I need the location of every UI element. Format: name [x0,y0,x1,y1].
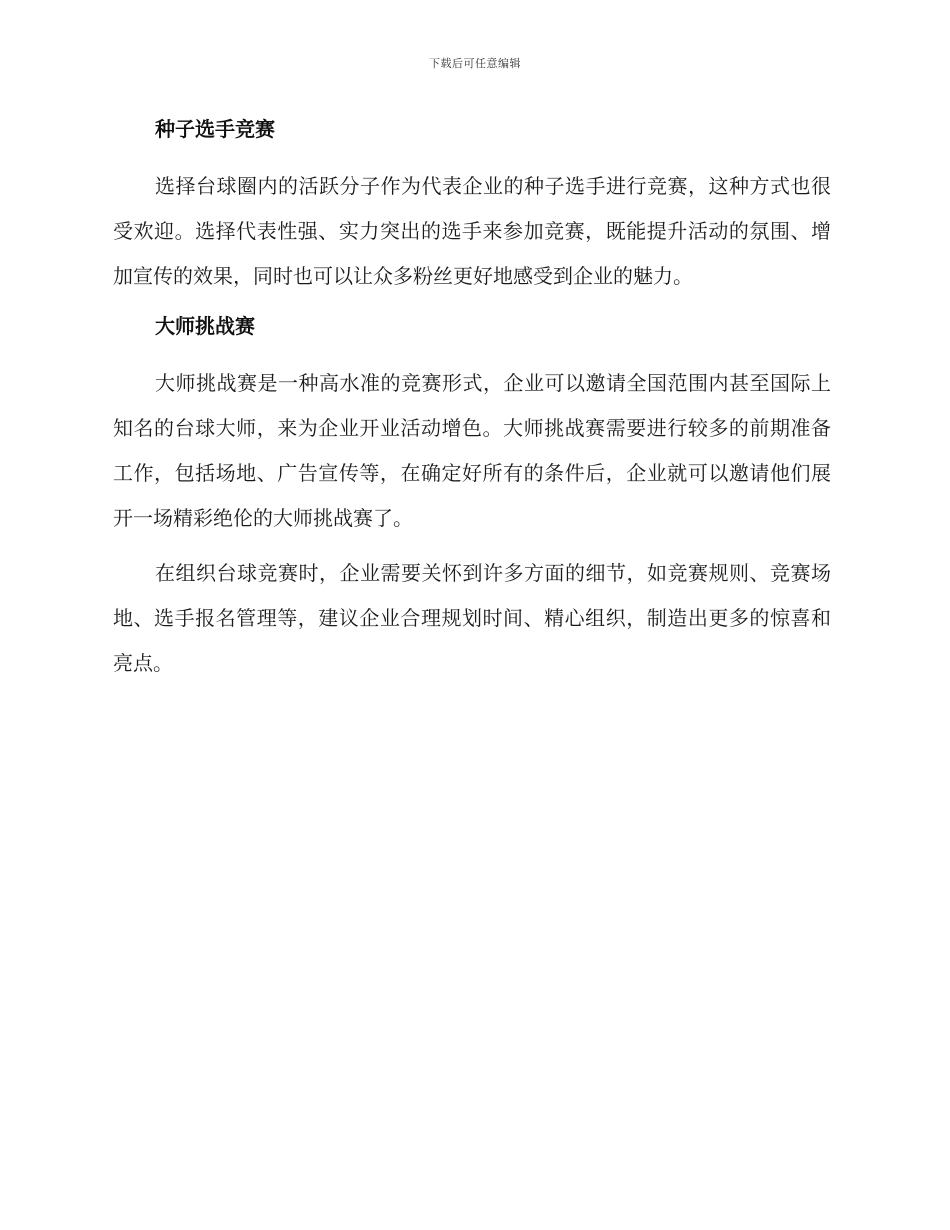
header-note: 下载后可任意编辑 [429,57,521,70]
document-body [113,112,831,696]
section-heading-seed-players: 种子选手竞赛 [155,117,275,141]
section-paragraph-seed-players: 选择台球圈内的活跃分子作为代表企业的种子选手进行竞赛，这种方式也很受欢迎。选择代表性强、实力突出的选手来参加竞赛，既能提升活动的氛围、增加宣传的效果，同时也可以让众多粉丝更好地感受到企业的魅力。 [113,174,831,288]
section-paragraph-master-challenge: 大师挑战赛是一种高水准的竞赛形式，企业可以邀请全国范围内甚至国际上知名的台球大师，来为企业开业活动增色。大师挑战赛需要进行较多的前期准备工作，包括场地、广告宣传等，在确定好所有的条件后，企业就可以邀请他们展开一场精彩绝伦的大师挑战赛了。 [113,371,831,530]
conclusion-paragraph: 在组织台球竞赛时，企业需要关怀到许多方面的细节，如竞赛规则、竞赛场地、选手报名管理等，建议企业合理规划时间、精心组织，制造出更多的惊喜和亮点。 [113,561,831,675]
section-heading-master-challenge: 大师挑战赛 [155,314,255,338]
